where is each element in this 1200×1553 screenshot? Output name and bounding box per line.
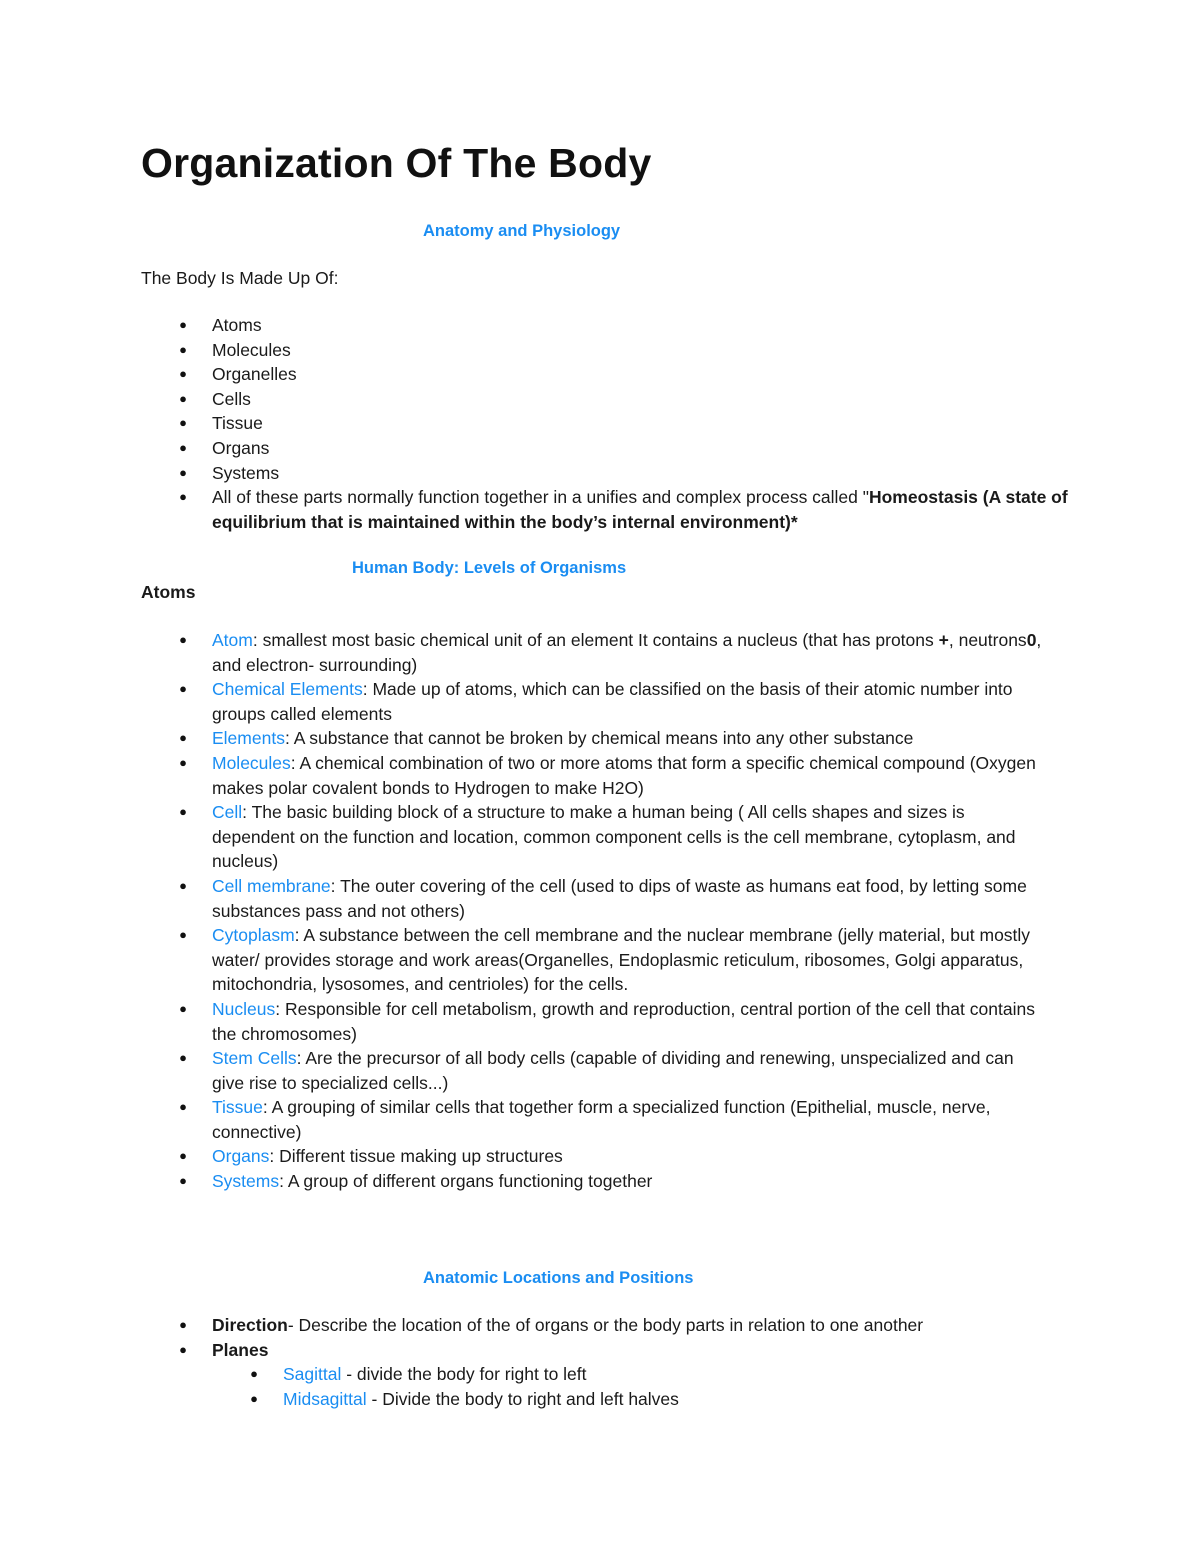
definition-term: Cell membrane	[212, 875, 331, 896]
definition-item	[212, 874, 1047, 923]
list-item-label: Molecules	[212, 339, 291, 360]
list-item	[212, 436, 1072, 461]
direction-item	[212, 1313, 1072, 1338]
direction-text: - Describe the location of the of organs or the body parts in relation to one another	[287, 1315, 924, 1335]
bullet-icon	[179, 800, 187, 825]
bullet-icon	[179, 997, 187, 1022]
list-item	[212, 387, 1072, 412]
bullet-icon	[179, 313, 187, 338]
definition-text: , neutrons	[948, 630, 1027, 650]
bullet-icon	[179, 1313, 187, 1338]
bullet-icon	[179, 411, 187, 436]
homeostasis-bold: Homeostasis (A state of equilibrium that is maintained within the body’s internal environment)*	[212, 487, 1068, 532]
definition-bold: 0	[1026, 630, 1037, 650]
list-item	[212, 411, 1072, 436]
definition-text: : A chemical combination of two or more atoms that form a specific chemical compound (Oxygen makes polar covalent bonds to Hydrogen to make H2O)	[212, 752, 1036, 798]
list-item	[212, 313, 1072, 338]
list-item-label: Organelles	[212, 364, 297, 385]
definition-bold: +	[938, 630, 949, 650]
homeostasis-item	[212, 485, 1072, 534]
definition-term: Systems	[212, 1171, 280, 1192]
bullet-icon	[250, 1387, 258, 1412]
bullet-icon	[179, 387, 187, 412]
planes-term: Planes	[212, 1339, 269, 1360]
plane-term: Sagittal	[283, 1364, 342, 1384]
plane-text: - Divide the body to right and left halves	[366, 1388, 679, 1409]
list-item-label: Organs	[212, 437, 270, 458]
direction-term: Direction	[212, 1315, 288, 1335]
bullet-icon	[179, 874, 187, 899]
bullet-icon	[179, 436, 187, 461]
bullet-icon	[179, 677, 187, 702]
list-item-label: Cells	[212, 388, 251, 409]
definition-term: Molecules	[212, 752, 291, 773]
definition-text: : The basic building block of a structure to make a human being ( All cells shapes and sizes is dependent on the function and location, common component cells is the cell membrane, cytoplasm, and nucleus)	[212, 802, 1016, 872]
list-item-label: Systems	[212, 462, 280, 483]
definition-item	[212, 1169, 1047, 1194]
bullet-icon	[179, 1169, 187, 1194]
definition-item	[212, 628, 1047, 677]
bullet-icon	[179, 1144, 187, 1169]
definition-term: Atom	[212, 630, 253, 650]
definition-text: : Responsible for cell metabolism, growth and reproduction, central portion of the cell that contains the chromosomes)	[212, 998, 1035, 1044]
definition-term: Stem Cells	[212, 1048, 297, 1069]
definition-text: : The outer covering of the cell (used to dips of waste as humans eat food, by letting some substances pass and not others)	[212, 875, 1027, 921]
definition-term: Cell	[212, 802, 243, 823]
definition-item	[212, 800, 1047, 874]
definition-text: , and electron- surrounding)	[212, 630, 1042, 675]
definition-term: Elements	[212, 728, 285, 749]
plane-term: Midsagittal	[283, 1388, 367, 1409]
list-item	[212, 338, 1072, 363]
definitions-list	[212, 628, 1047, 1194]
made-up-list	[212, 313, 1072, 534]
made-up-intro: The Body Is Made Up Of:	[141, 268, 339, 288]
bullet-icon	[179, 461, 187, 486]
locations-heading: Anatomic Locations and Positions	[423, 1269, 694, 1287]
bullet-icon	[179, 362, 187, 387]
plane-item	[283, 1362, 1063, 1387]
definition-item	[212, 923, 1047, 997]
definition-text: : A group of different organs functioning together	[279, 1171, 653, 1192]
locations-list	[212, 1313, 1072, 1362]
definition-term: Tissue	[212, 1097, 263, 1118]
homeostasis-text: All of these parts normally function together in a unifies and complex process called "	[212, 487, 869, 508]
definition-text: : A grouping of similar cells that together form a specialized function (Epithelial, muscle, nerve, connective)	[212, 1097, 991, 1142]
plane-item	[283, 1387, 1063, 1412]
bullet-icon	[179, 628, 187, 653]
list-item	[212, 461, 1072, 486]
definition-term: Organs	[212, 1146, 270, 1167]
definition-term: Nucleus	[212, 998, 276, 1019]
definition-term: Cytoplasm	[212, 925, 295, 946]
page-title: Organization Of The Body	[141, 140, 652, 186]
bullet-icon	[179, 338, 187, 363]
atoms-subheading: Atoms	[141, 582, 196, 602]
definition-text: : Are the precursor of all body cells (capable of dividing and renewing, unspecialized and can give rise to specialized cells...)	[212, 1048, 1014, 1093]
definition-item	[212, 726, 1047, 751]
definition-item	[212, 997, 1047, 1046]
bullet-icon	[179, 485, 187, 510]
planes-item	[212, 1338, 1072, 1363]
bullet-icon	[179, 726, 187, 751]
definition-item	[212, 1095, 1047, 1144]
list-item-label: Atoms	[212, 315, 262, 335]
bullet-icon	[179, 923, 187, 948]
definition-term: Chemical Elements	[212, 679, 363, 700]
definition-item	[212, 751, 1047, 800]
list-item-label: Tissue	[212, 413, 263, 434]
definition-text: : smallest most basic chemical unit of an element It contains a nucleus (that has protons	[252, 630, 939, 650]
anatomy-heading: Anatomy and Physiology	[423, 222, 621, 240]
levels-heading: Human Body: Levels of Organisms	[352, 559, 627, 577]
definition-text: : Different tissue making up structures	[269, 1146, 563, 1167]
definition-text: : A substance between the cell membrane and the nuclear membrane (jelly material, but mostly water/ provides storage and work areas(Organelles, Endoplasmic reticulum, ribosomes, Golgi apparatus, mitochondria, lysosomes, and centrioles) for the cells.	[212, 925, 1031, 995]
bullet-icon	[179, 751, 187, 776]
bullet-icon	[250, 1362, 258, 1387]
definition-item	[212, 1046, 1047, 1095]
list-item	[212, 362, 1072, 387]
bullet-icon	[179, 1338, 187, 1363]
planes-sublist	[283, 1362, 1063, 1411]
bullet-icon	[179, 1046, 187, 1071]
definition-text: : Made up of atoms, which can be classified on the basis of their atomic number into groups called elements	[212, 679, 1013, 724]
definition-item	[212, 677, 1047, 726]
definition-item	[212, 1144, 1047, 1169]
definition-text: : A substance that cannot be broken by chemical means into any other substance	[284, 728, 914, 749]
bullet-icon	[179, 1095, 187, 1120]
plane-text: - divide the body for right to left	[341, 1364, 587, 1384]
